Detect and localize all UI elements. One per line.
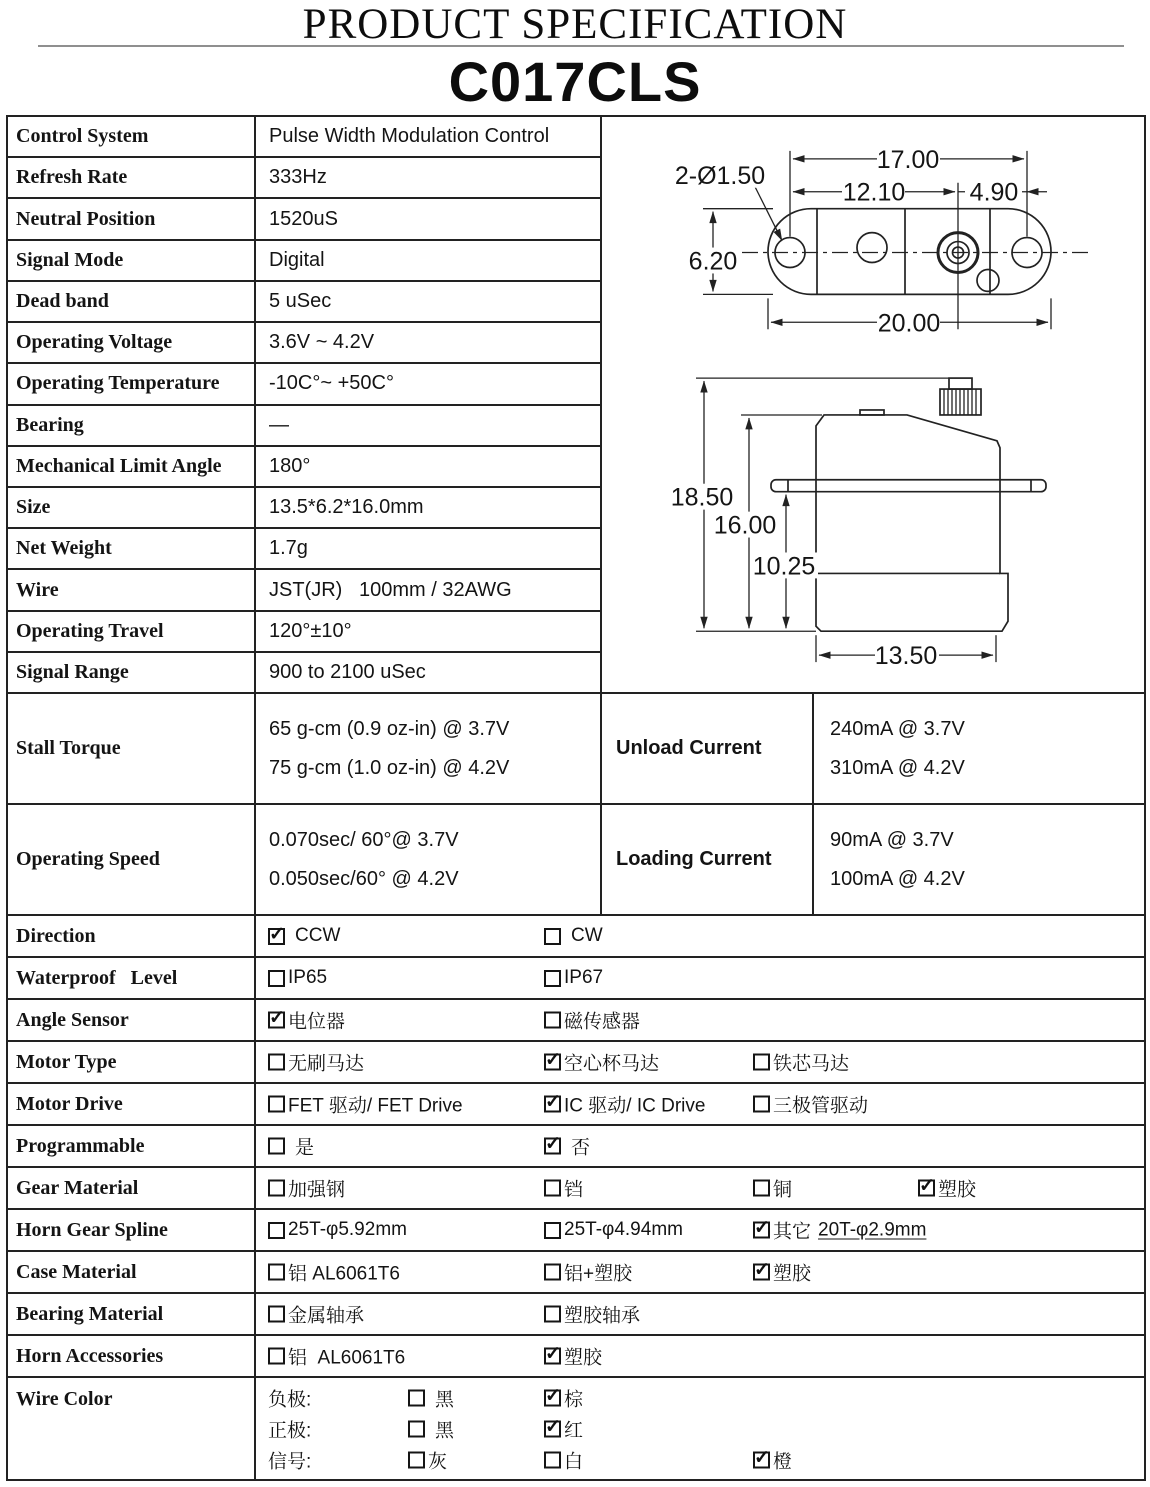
wire-prefix: 正极: — [268, 1420, 312, 1442]
checkbox-icon — [753, 1264, 770, 1281]
option-label: 25T-φ4.94mm — [564, 1219, 683, 1240]
option-label: CCW — [295, 925, 341, 946]
option-label: 无刷马达 — [288, 1053, 365, 1075]
value-line: 310mA @ 4.2V — [830, 756, 965, 779]
option-cell — [256, 1168, 1144, 1208]
value-line: 100mA @ 4.2V — [830, 867, 965, 890]
spec-section-options — [8, 916, 1144, 1479]
checkbox-icon — [268, 1264, 285, 1281]
option-label: 塑胶 — [773, 1263, 812, 1285]
wire-color-cell — [256, 1378, 1144, 1479]
spec-value: 180° — [269, 454, 311, 477]
option-row-wire-color — [8, 1378, 1144, 1479]
option-label: 铁芯马达 — [773, 1053, 850, 1075]
spec-label: Refresh Rate — [8, 158, 256, 197]
servo-body-outline — [816, 415, 1008, 631]
dim-18-50: 18.50 — [670, 483, 734, 512]
option-label: 铛 — [564, 1179, 584, 1201]
option-row-horn-accessories — [8, 1336, 1144, 1378]
option-label: 空心杯马达 — [564, 1053, 660, 1075]
checkbox-icon — [544, 1222, 561, 1239]
option-label: 25T-φ5.92mm — [288, 1219, 407, 1240]
option — [544, 1416, 583, 1443]
option-row-waterproof — [8, 958, 1144, 1000]
checkbox-icon — [544, 1451, 561, 1468]
option-label: 三极管驱动 — [773, 1095, 869, 1117]
spec-label: Unload Current — [602, 694, 814, 803]
option-label: FET 驱动/ FET Drive — [288, 1095, 463, 1117]
spec-label: Bearing — [8, 406, 256, 445]
option-label: IP65 — [288, 967, 328, 988]
checkbox-icon — [544, 1306, 561, 1323]
option-label: 铜 — [773, 1179, 793, 1201]
option-label: 铝 AL6061T6 — [288, 1347, 406, 1369]
spec-row — [8, 323, 600, 364]
checkbox-icon — [544, 1012, 561, 1029]
spec-row — [8, 158, 600, 199]
spec-label: Wire — [8, 570, 256, 609]
spec-row — [8, 447, 600, 488]
checkbox-icon — [268, 970, 285, 987]
spec-value: 5 uSec — [269, 289, 332, 312]
option-cell — [256, 1336, 1144, 1376]
option — [268, 1343, 405, 1370]
checkbox-icon — [753, 1096, 770, 1113]
option-label: 黑 — [435, 1389, 455, 1411]
spec-value: JST(JR) 100mm / 32AWG — [269, 578, 512, 601]
checkbox-icon — [753, 1451, 770, 1468]
option-row-motor-type — [8, 1042, 1144, 1084]
option-label: 灰 — [428, 1451, 448, 1473]
spec-table — [6, 115, 1146, 1481]
option — [268, 1301, 364, 1328]
option-label: 是 — [295, 1137, 315, 1159]
option — [753, 1217, 926, 1244]
document-header — [0, 0, 1150, 115]
spec-label: Operating Voltage — [8, 323, 256, 362]
value-line: 0.070sec/ 60°@ 3.7V — [269, 828, 459, 851]
spec-label: Operating Speed — [8, 805, 256, 914]
option — [544, 1219, 683, 1241]
spec-value: 900 to 2100 uSec — [269, 660, 426, 683]
checkbox-icon — [268, 1180, 285, 1197]
option-label: 电位器 — [288, 1011, 346, 1033]
option-label: IP67 — [564, 967, 604, 988]
option — [753, 1091, 868, 1118]
spec-label: Mechanical Limit Angle — [8, 447, 256, 486]
option-label: 白 — [564, 1451, 584, 1473]
spec-label: Motor Type — [8, 1042, 256, 1082]
option-label: 金属轴承 — [288, 1305, 365, 1327]
option-label: 棕 — [564, 1389, 584, 1411]
model-number: C017CLS — [448, 50, 702, 113]
option-label: 其它 — [773, 1221, 812, 1243]
operating-speed-row — [8, 805, 1144, 914]
spec-value: 333Hz — [269, 166, 327, 189]
option — [268, 967, 327, 989]
checkbox-icon — [753, 1222, 770, 1239]
option-row-gear-material — [8, 1168, 1144, 1210]
option — [268, 1049, 364, 1076]
spec-label: Signal Range — [8, 653, 256, 692]
checkbox-icon — [408, 1421, 425, 1438]
dim-17: 17.00 — [876, 145, 940, 174]
spec-label: Neutral Position — [8, 199, 256, 238]
spec-section-general — [8, 117, 1144, 694]
wire-line-negative — [256, 1383, 1144, 1414]
option-cell — [256, 1210, 1144, 1250]
checkbox-icon — [268, 1222, 285, 1239]
drawing-top-view — [669, 146, 1092, 337]
spec-row — [8, 570, 600, 611]
option — [544, 925, 603, 947]
spec-label: Direction — [8, 916, 256, 956]
spec-label: Stall Torque — [8, 694, 256, 803]
checkbox-icon — [544, 1421, 561, 1438]
spec-label: Programmable — [8, 1126, 256, 1166]
option-label: IC 驱动/ IC Drive — [564, 1095, 706, 1117]
spec-row — [8, 529, 600, 570]
spec-label: Signal Mode — [8, 241, 256, 280]
spec-row — [8, 406, 600, 447]
page-title: PRODUCT SPECIFICATION — [302, 1, 848, 48]
spec-row — [8, 488, 600, 529]
spec-label: Wire Color — [8, 1378, 256, 1479]
spec-row — [8, 199, 600, 240]
option — [408, 1385, 454, 1412]
option-row-bearing-material — [8, 1294, 1144, 1336]
stall-torque-row — [8, 694, 1144, 805]
option-label: 加强钢 — [288, 1179, 346, 1201]
option — [268, 925, 340, 947]
checkbox-icon — [544, 1180, 561, 1197]
option — [544, 1385, 583, 1412]
checkbox-icon — [544, 1348, 561, 1365]
option-row-horn-gear-spline — [8, 1210, 1144, 1252]
spec-value — [814, 805, 1144, 914]
checkbox-icon — [544, 1390, 561, 1407]
option-label: 塑胶 — [564, 1347, 603, 1369]
spec-label: Loading Current — [602, 805, 814, 914]
option-cell — [256, 1000, 1144, 1040]
value-line: 0.050sec/60° @ 4.2V — [269, 867, 459, 890]
wire-line-positive — [256, 1414, 1144, 1445]
option-row-programmable — [8, 1126, 1144, 1168]
checkbox-icon — [408, 1451, 425, 1468]
checkbox-icon — [544, 1096, 561, 1113]
drawing-side-view — [671, 378, 1046, 670]
spec-row — [8, 117, 600, 158]
spec-value: 13.5*6.2*16.0mm — [269, 496, 424, 519]
option — [753, 1446, 792, 1473]
option — [268, 1259, 400, 1286]
spec-value: -10C°~ +50C° — [269, 372, 394, 395]
spec-label: Gear Material — [8, 1168, 256, 1208]
option-label: 黑 — [435, 1420, 455, 1442]
spec-label: Horn Accessories — [8, 1336, 256, 1376]
option-extra-label: 20T-φ2.9mm — [818, 1219, 927, 1240]
spec-section-performance — [8, 694, 1144, 916]
option — [753, 1175, 792, 1202]
option-label: 否 — [571, 1137, 591, 1159]
spec-label: Net Weight — [8, 529, 256, 568]
option — [544, 1091, 705, 1118]
option-row-motor-drive — [8, 1084, 1144, 1126]
spec-label: Size — [8, 488, 256, 527]
checkbox-icon — [544, 928, 561, 945]
option-cell — [256, 916, 1144, 956]
checkbox-icon — [268, 1054, 285, 1071]
value-line: 65 g-cm (0.9 oz-in) @ 3.7V — [269, 717, 510, 740]
spec-label: Horn Gear Spline — [8, 1210, 256, 1250]
option — [268, 1133, 314, 1160]
spec-rows — [8, 117, 602, 692]
option — [268, 1007, 345, 1034]
option — [268, 1175, 345, 1202]
checkbox-icon — [408, 1390, 425, 1407]
option — [268, 1219, 407, 1241]
option-cell — [256, 1252, 1144, 1292]
option — [408, 1446, 447, 1473]
option — [544, 1175, 583, 1202]
value-line: 90mA @ 3.7V — [830, 828, 954, 851]
dim-12-10: 12.10 — [842, 178, 906, 207]
spec-value: 3.6V ~ 4.2V — [269, 331, 375, 354]
spec-label: Angle Sensor — [8, 1000, 256, 1040]
option-label: 磁传感器 — [564, 1011, 641, 1033]
option-label: CW — [571, 925, 603, 946]
technical-drawing-cell — [602, 117, 1144, 692]
option-row-case-material — [8, 1252, 1144, 1294]
option-row-direction — [8, 916, 1144, 958]
spec-label: Operating Travel — [8, 612, 256, 651]
option — [544, 1343, 602, 1370]
checkbox-icon — [544, 970, 561, 987]
spec-label: Control System — [8, 117, 256, 156]
spec-value: — — [269, 413, 289, 436]
option-label: 铝+塑胶 — [564, 1263, 633, 1285]
dim-10-25: 10.25 — [752, 552, 816, 581]
option — [268, 1091, 463, 1118]
wire-prefix: 负极: — [268, 1389, 312, 1411]
option — [544, 1049, 659, 1076]
option — [918, 1175, 976, 1202]
spec-value: 1.7g — [269, 537, 308, 560]
option-cell — [256, 1084, 1144, 1124]
checkbox-icon — [753, 1054, 770, 1071]
checkbox-icon — [268, 1012, 285, 1029]
option-cell — [256, 1042, 1144, 1082]
spec-row — [8, 653, 600, 692]
checkbox-icon — [753, 1180, 770, 1197]
dim-20: 20.00 — [877, 309, 941, 338]
option — [753, 1049, 849, 1076]
option — [544, 1446, 583, 1473]
option-row-angle-sensor — [8, 1000, 1144, 1042]
spec-label: Waterproof Level — [8, 958, 256, 998]
option-cell — [256, 1294, 1144, 1334]
spec-label: Bearing Material — [8, 1294, 256, 1334]
option-cell — [256, 1126, 1144, 1166]
option-label: 橙 — [773, 1451, 793, 1473]
wire-line-signal — [256, 1444, 1144, 1475]
checkbox-icon — [544, 1264, 561, 1281]
mounting-flange — [771, 480, 1046, 492]
checkbox-icon — [268, 1138, 285, 1155]
dim-13-50: 13.50 — [874, 642, 938, 671]
checkbox-icon — [544, 1138, 561, 1155]
spec-row — [8, 241, 600, 282]
spec-label: Operating Temperature — [8, 364, 256, 403]
spec-value: 120°±10° — [269, 619, 352, 642]
option — [544, 967, 603, 989]
option — [753, 1259, 811, 1286]
dim-4-90: 4.90 — [969, 178, 1019, 207]
idler-gear — [977, 269, 999, 291]
spec-value: 1520uS — [269, 207, 338, 230]
option-label: 塑胶轴承 — [564, 1305, 641, 1327]
option — [544, 1133, 590, 1160]
value-line: 75 g-cm (1.0 oz-in) @ 4.2V — [269, 756, 510, 779]
spec-label: Dead band — [8, 282, 256, 321]
spec-value — [256, 694, 602, 803]
value-line: 240mA @ 3.7V — [830, 717, 965, 740]
checkbox-icon — [268, 1348, 285, 1365]
case-screw-hole — [857, 233, 887, 263]
option — [544, 1259, 632, 1286]
spec-row — [8, 612, 600, 653]
spec-value: Pulse Width Modulation Control — [269, 125, 550, 148]
spec-value — [256, 805, 602, 914]
option-label: 红 — [564, 1420, 584, 1442]
spec-value: Digital — [269, 248, 325, 271]
checkbox-icon — [268, 1306, 285, 1323]
spec-value — [814, 694, 1144, 803]
option-label: 塑胶 — [938, 1179, 977, 1201]
title-divider — [38, 45, 1124, 47]
option-label: 铝 AL6061T6 — [288, 1263, 400, 1285]
technical-drawing — [602, 117, 1144, 692]
option — [544, 1007, 640, 1034]
option — [408, 1416, 454, 1443]
checkbox-icon — [268, 928, 285, 945]
spec-label: Case Material — [8, 1252, 256, 1292]
dim-6-20: 6.20 — [688, 247, 738, 276]
dim-16: 16.00 — [713, 511, 777, 540]
spec-label: Motor Drive — [8, 1084, 256, 1124]
dim-mount-holes: 2-Ø1.50 — [674, 161, 766, 190]
option-cell — [256, 958, 1144, 998]
checkbox-icon — [268, 1096, 285, 1113]
wire-prefix: 信号: — [268, 1451, 312, 1473]
option — [544, 1301, 640, 1328]
spec-row — [8, 282, 600, 323]
spec-row — [8, 364, 600, 405]
checkbox-icon — [918, 1180, 935, 1197]
checkbox-icon — [544, 1054, 561, 1071]
